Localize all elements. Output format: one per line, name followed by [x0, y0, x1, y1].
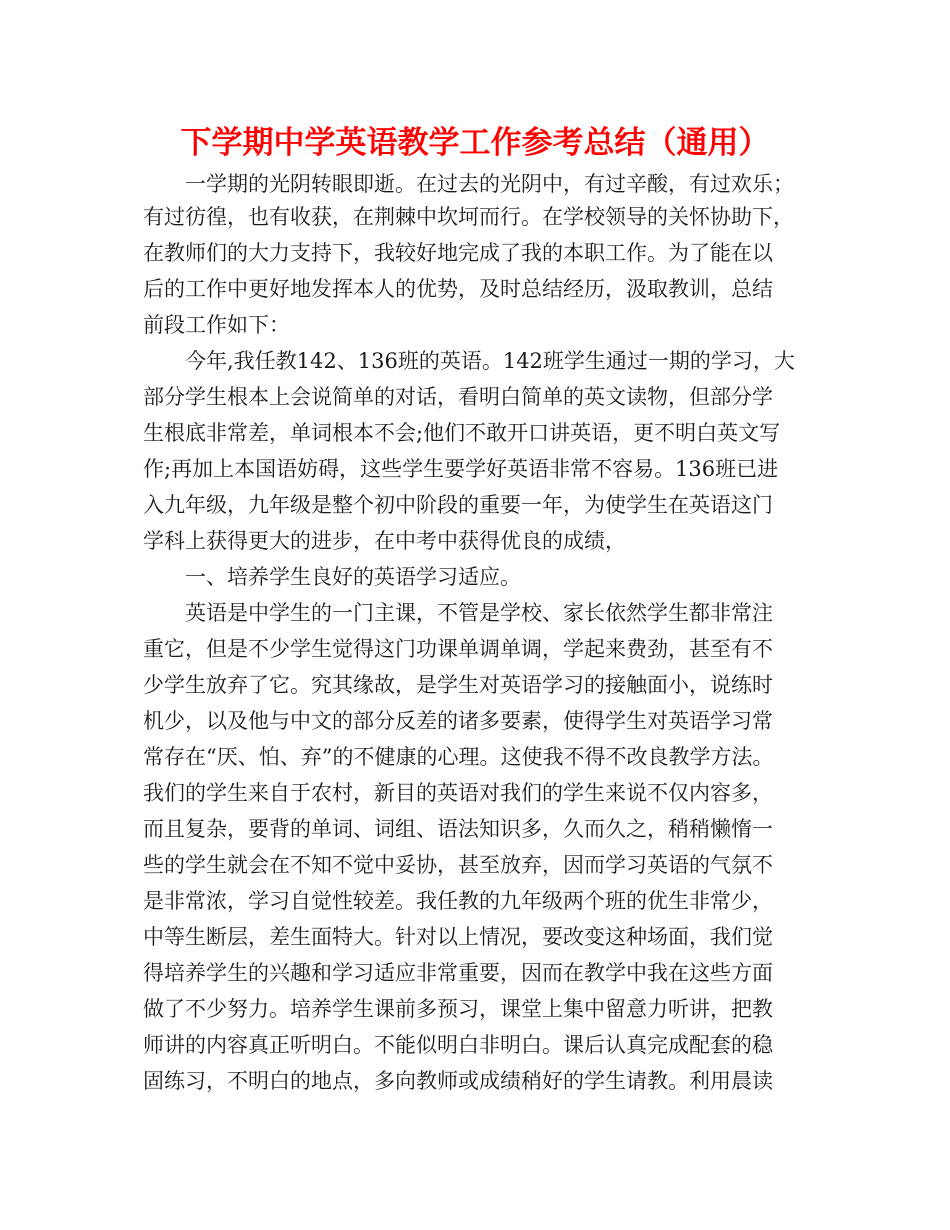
paragraph-line: 在教师们的大力支持下，我较好地完成了我的本职工作。为了能在以 — [143, 241, 773, 265]
paragraph-line: 少学生放弃了它。究其缘故，是学生对英语学习的接触面小，说练时 — [143, 673, 773, 697]
paragraph-line: 是非常浓，学习自觉性较差。我任教的九年级两个班的优生非常少， — [143, 889, 773, 913]
paragraph-line: 前段工作如下： — [143, 313, 290, 337]
paragraph-line: 今年,我任教142、136班的英语。142班学生通过一期的学习，大 — [185, 349, 795, 373]
paragraph-line: 入九年级，九年级是整个初中阶段的重要一年，为使学生在英语这门 — [143, 493, 773, 517]
paragraph-line: 学科上获得更大的进步，在中考中获得优良的成绩， — [143, 529, 626, 553]
paragraph-line: 而且复杂，要背的单词、词组、语法知识多，久而久之，稍稍懒惰一 — [143, 817, 773, 841]
paragraph-line: 中等生断层，差生面特大。针对以上情况，要改变这种场面，我们觉 — [143, 925, 773, 949]
paragraph-line: 部分学生根本上会说简单的对话，看明白简单的英文读物，但部分学 — [143, 385, 773, 409]
paragraph-line: 后的工作中更好地发挥本人的优势，及时总结经历，汲取教训，总结 — [143, 277, 773, 301]
paragraph-line: 英语是中学生的一门主课，不管是学校、家长依然学生都非常注 — [185, 601, 773, 625]
paragraph-line: 有过彷徨，也有收获，在荆棘中坎坷而行。在学校领导的关怀协助下， — [143, 205, 794, 229]
paragraph-line: 我们的学生来自于农村，新目的英语对我们的学生来说不仅内容多， — [143, 781, 773, 805]
paragraph-line: 生根底非常差，单词根本不会;他们不敢开口讲英语，更不明白英文写 — [143, 421, 781, 445]
paragraph-line: 作;再加上本国语妨碍，这些学生要学好英语非常不容易。136班已进 — [143, 457, 779, 481]
section-heading: 一、培养学生良好的英语学习适应。 — [185, 565, 521, 589]
paragraph-line: 一学期的光阴转眼即逝。在过去的光阴中，有过辛酸，有过欢乐； — [185, 172, 794, 196]
paragraph-line: 固练习，不明白的地点，多向教师或成绩稍好的学生请教。利用晨读 — [143, 1069, 773, 1093]
paragraph-line: 重它，但是不少学生觉得这门功课单调单调，学起来费劲，甚至有不 — [143, 637, 773, 661]
paragraph-line: 师讲的内容真正听明白。不能似明白非明白。课后认真完成配套的稳 — [143, 1033, 773, 1057]
paragraph-line: 些的学生就会在不知不觉中妥协，甚至放弃，因而学习英语的气氛不 — [143, 853, 773, 877]
paragraph-line: 机少，以及他与中文的部分反差的诸多要素，使得学生对英语学习常 — [143, 709, 773, 733]
paragraph-line: 常存在“厌、怕、弃”的不健康的心理。这使我不得不改良教学方法。 — [143, 745, 774, 769]
paragraph-line: 做了不少努力。培养学生课前多预习，课堂上集中留意力听讲，把教 — [143, 997, 773, 1021]
document-title: 下学期中学英语教学工作参考总结（通用） — [180, 125, 770, 161]
paragraph-line: 得培养学生的兴趣和学习适应非常重要，因而在教学中我在这些方面 — [143, 961, 773, 985]
